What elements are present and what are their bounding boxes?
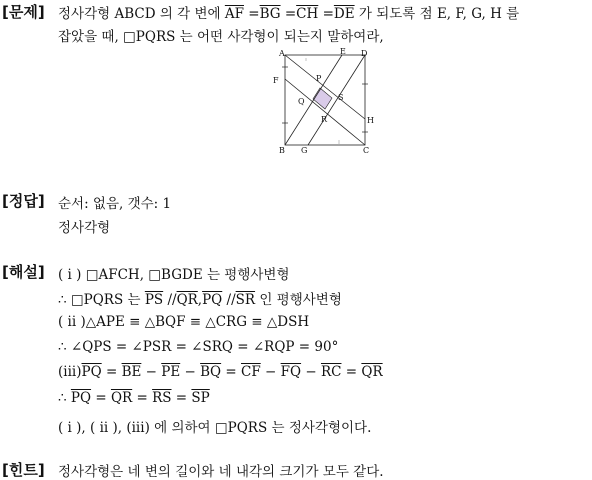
solution-text: − (301, 364, 321, 380)
quadrilateral-pqrs (313, 88, 332, 109)
segment: $\overline{SP}$ (191, 390, 210, 406)
solution-text: ∴ (58, 390, 71, 406)
segment: $\overline{QR}$ (176, 292, 198, 308)
solution-text: , (197, 292, 203, 308)
solution-line-6 (58, 390, 210, 406)
answer-label: [정답] (2, 192, 45, 210)
solution-text: = (171, 390, 192, 406)
point-c-label: C (363, 146, 370, 155)
segment-ch: $\overline{CH}$ (296, 6, 319, 22)
point-r-label: R (321, 115, 328, 124)
segment: $\overline{PE}$ (161, 364, 181, 380)
line-b-e (285, 55, 342, 145)
point-a-label: A (279, 49, 285, 58)
segment: $\overline{BE}$ (121, 364, 142, 380)
segment-af: $\overline{AF}$ (224, 6, 244, 22)
equals: = (243, 6, 260, 22)
solution-text: = (101, 364, 122, 380)
geometry-figure (270, 46, 410, 156)
equals: = (318, 6, 334, 22)
hint-label: [힌트] (2, 461, 45, 479)
segment: $\overline{SR}$ (235, 292, 256, 308)
point-e-label: E (340, 47, 346, 56)
solution-text: = (341, 364, 362, 380)
segment: $\overline{BQ}$ (200, 364, 222, 380)
segment: $\overline{PQ}$ (81, 364, 102, 380)
solution-line-2 (58, 288, 342, 308)
solution-text: − (260, 364, 281, 380)
answer-line-2: 정사각형 (58, 220, 111, 236)
solution-line-3: ( ii )△APE ≡ △BQF ≡ △CRG ≡ △DSH (58, 314, 310, 330)
solution-text: // (222, 292, 236, 308)
segment-bg: $\overline{BG}$ (259, 6, 281, 22)
problem-line-1 (58, 2, 519, 22)
equals: = (280, 6, 297, 22)
segment: $\overline{CF}$ (241, 364, 261, 380)
point-p-label: P (316, 74, 322, 83)
point-b-label: B (279, 146, 285, 155)
solution-line-1: ( i ) □AFCH, □BGDE 는 평행사변형 (58, 267, 290, 283)
segment: $\overline{QR}$ (361, 364, 383, 380)
segment: $\overline{QR}$ (110, 390, 133, 406)
solution-line-4: ∴ ∠QPS = ∠PSR = ∠SRQ = ∠RQP = 90° (58, 339, 339, 355)
point-h-label: H (367, 116, 374, 125)
point-s-label: S (338, 93, 344, 102)
segment-de: $\overline{DE}$ (333, 6, 355, 22)
answer-line-1: 순서: 없음, 갯수: 1 (58, 196, 172, 212)
line-a-h (285, 55, 365, 119)
point-g-label: G (301, 146, 308, 155)
solution-label: [해설] (2, 263, 45, 281)
point-d-label: D (361, 49, 368, 58)
segment: $\overline{RS}$ (152, 390, 172, 406)
solution-text: ∴ □PQRS 는 (58, 292, 145, 308)
solution-text: (iii) (58, 364, 82, 380)
solution-text: − (141, 364, 162, 380)
solution-line-5 (58, 364, 383, 380)
segment: $\overline{PQ}$ (70, 390, 92, 406)
problem-text: 정사각형 ABCD 의 각 변에 (58, 6, 225, 22)
solution-line-7: ( i ), ( ii ), (iii) 에 의하여 □PQRS 는 정사각형이다. (58, 420, 372, 436)
segment: $\overline{FQ}$ (280, 364, 302, 380)
segment: $\overline{PQ}$ (202, 292, 223, 308)
segment: $\overline{RC}$ (320, 364, 342, 380)
line-f-c (285, 79, 365, 145)
solution-text: − (180, 364, 201, 380)
problem-line-2: 잡았을 때, □PQRS 는 어떤 사각형이 되는지 말하여라, (58, 29, 384, 45)
solution-text: = (132, 390, 153, 406)
solution-text: // (163, 292, 177, 308)
problem-text: 가 되도록 점 E, F, G, H 를 (354, 6, 520, 22)
point-q-label: Q (298, 97, 305, 106)
hint-text: 정사각형은 네 변의 길이와 네 내각의 크기가 모두 같다. (58, 464, 384, 480)
segment: $\overline{PS}$ (144, 292, 164, 308)
problem-label: [문제] (2, 3, 45, 21)
point-f-label: F (273, 76, 279, 85)
solution-text: 인 평행사변형 (255, 292, 342, 308)
solution-text: = (221, 364, 242, 380)
solution-text: = (91, 390, 111, 406)
